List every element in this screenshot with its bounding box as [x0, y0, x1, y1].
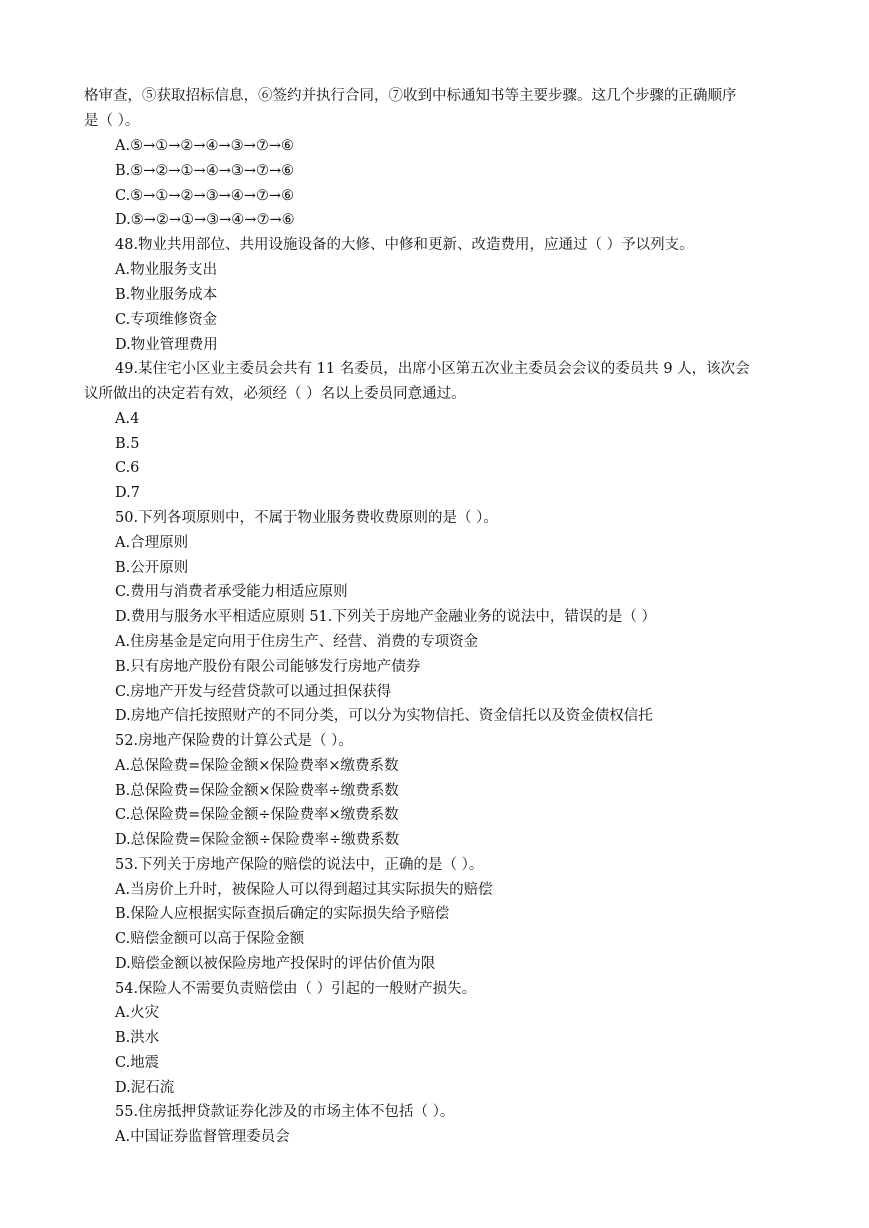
question-53-option-c: C.赔偿金额可以高于保险金额: [115, 931, 305, 947]
question-47-stem-line-2: 是（ ）。: [84, 113, 140, 129]
question-52-option-d: D.总保险费=保险金额÷保险费率÷缴费系数: [115, 832, 400, 848]
question-49-option-c: C.6: [115, 460, 140, 476]
question-48-option-d: D.物业管理费用: [115, 337, 218, 353]
question-54-option-c: C.地震: [115, 1055, 160, 1071]
question-50-option-a: A.合理原则: [115, 535, 189, 551]
question-48-option-c: C.专项维修资金: [115, 312, 218, 328]
question-55-option-a: A.中国证券监督管理委员会: [115, 1129, 290, 1145]
question-54-option-a: A.火灾: [115, 1005, 160, 1021]
question-51-option-a: A.住房基金是定向用于住房生产、经营、消费的专项资金: [115, 634, 479, 650]
question-55-stem: 55.住房抵押贷款证券化涉及的市场主体不包括（ ）。: [115, 1104, 455, 1120]
question-53-option-b: B.保险人应根据实际查损后确定的实际损失给予赔偿: [115, 906, 450, 922]
question-49-option-d: D.7: [115, 485, 140, 501]
question-48-stem: 48.物业共用部位、共用设施设备的大修、中修和更新、改造费用，应通过（ ）予以列支。: [115, 237, 694, 253]
question-54-stem: 54.保险人不需要负责赔偿由（ ）引起的一般财产损失。: [115, 981, 477, 997]
question-48-option-a: A.物业服务支出: [115, 262, 218, 278]
question-51-option-d: D.房地产信托按照财产的不同分类，可以分为实物信托、资金信托以及资金债权信托: [115, 708, 653, 724]
question-47-stem-line-1: 格审查，⑤获取招标信息，⑥签约并执行合同，⑦收到中标通知书等主要步骤。这几个步骤的正确顺序: [84, 88, 737, 104]
question-53-option-a: A.当房价上升时，被保险人可以得到超过其实际损失的赔偿: [115, 882, 493, 898]
question-49-option-a: A.4: [115, 411, 140, 427]
question-49-option-b: B.5: [115, 436, 140, 452]
question-52-stem: 52.房地产保险费的计算公式是（ ）。: [115, 733, 353, 749]
question-51-option-b: B.只有房地产股份有限公司能够发行房地产债券: [115, 659, 421, 675]
question-49-stem-line-2: 议所做出的决定若有效，必须经（ ）名以上委员同意通过。: [84, 386, 466, 402]
question-54-option-d: D.泥石流: [115, 1080, 175, 1096]
question-47-option-a: A.⑤→①→②→④→③→⑦→⑥: [115, 138, 294, 154]
question-50-option-c: C.费用与消费者承受能力相适应原则: [115, 584, 348, 600]
question-49-stem-line-1: 49.某住宅小区业主委员会共有 11 名委员，出席小区第五次业主委员会会议的委员共 9 人，该次会: [115, 361, 750, 377]
question-47-option-b: B.⑤→②→①→④→③→⑦→⑥: [115, 163, 295, 179]
question-52-option-b: B.总保险费=保险金额×保险费率÷缴费系数: [115, 783, 399, 799]
question-53-option-d: D.赔偿金额以被保险房地产投保时的评估价值为限: [115, 956, 436, 972]
question-50-stem: 50.下列各项原则中，不属于物业服务费收费原则的是（ ）。: [115, 510, 498, 526]
question-51-option-c: C.房地产开发与经营贷款可以通过担保获得: [115, 684, 392, 700]
question-54-option-b: B.洪水: [115, 1030, 160, 1046]
question-50-option-d-and-51-stem: D.费用与服务水平相适应原则 51.下列关于房地产金融业务的说法中，错误的是（ ）: [115, 609, 656, 625]
question-52-option-a: A.总保险费=保险金额×保险费率×缴费系数: [115, 758, 399, 774]
question-47-option-d: D.⑤→②→①→③→④→⑦→⑥: [115, 212, 295, 228]
question-50-option-b: B.公开原则: [115, 560, 189, 576]
question-52-option-c: C.总保险费=保险金额÷保险费率×缴费系数: [115, 807, 399, 823]
question-47-option-c: C.⑤→①→②→③→④→⑦→⑥: [115, 188, 295, 204]
question-48-option-b: B.物业服务成本: [115, 287, 218, 303]
question-53-stem: 53.下列关于房地产保险的赔偿的说法中，正确的是（ ）。: [115, 857, 484, 873]
